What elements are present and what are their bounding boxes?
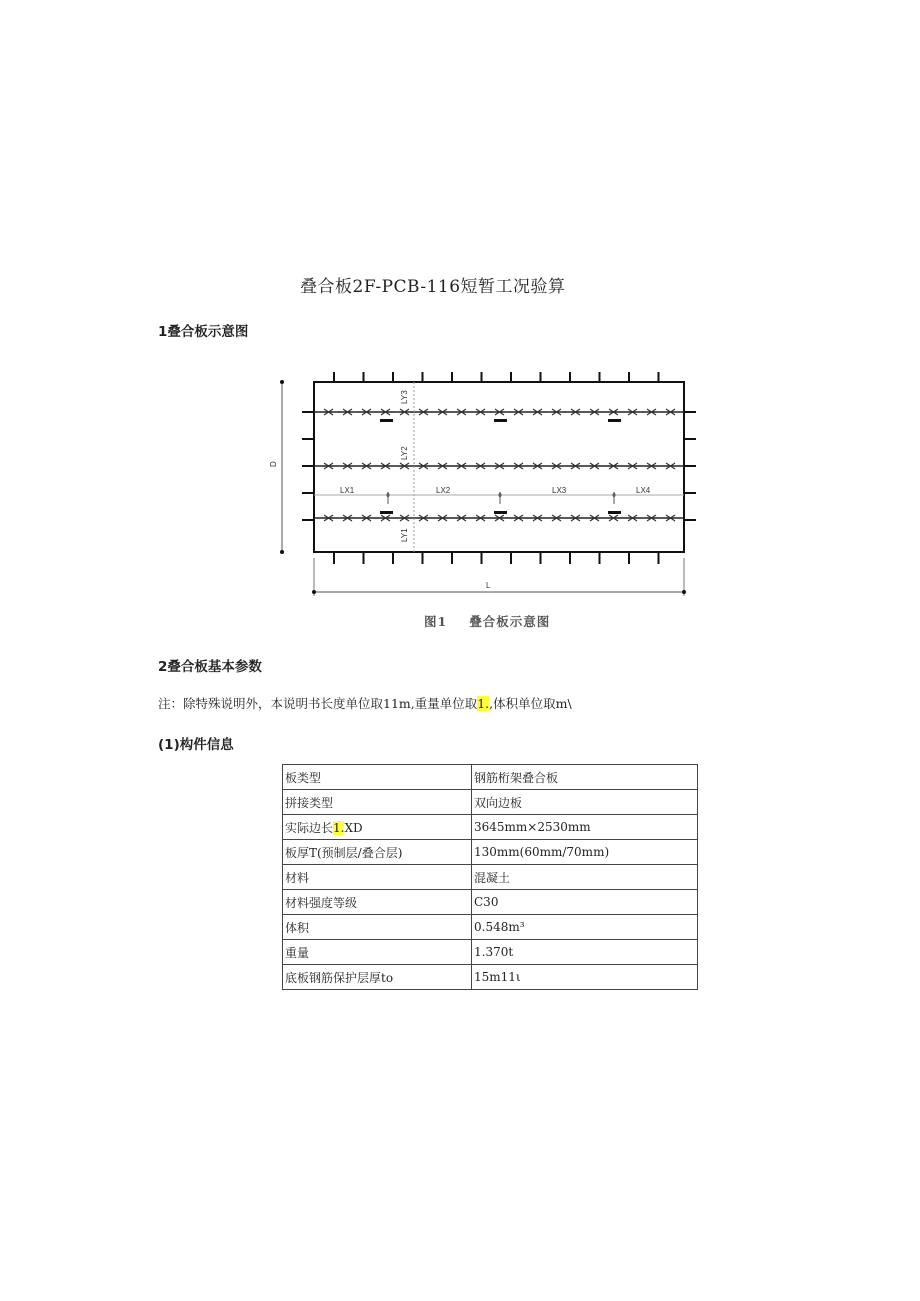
figure-caption-text: 叠合板示意图 [469,614,551,629]
label-ly2: LY2 [400,446,409,460]
figure-caption-number: 图1 [424,614,448,629]
label-lx3: LX3 [552,486,567,495]
table-key-highlight: 1. [333,820,345,835]
table-row [283,765,698,790]
units-note-text-end: ,体积单位取m\ [489,696,572,711]
label-ly3: LY3 [400,390,409,404]
table-row [283,815,698,840]
table-value-cell: 3645mm×2530mm [472,815,698,840]
table-key-cell: 板厚T(预制层/叠合层) [283,840,472,865]
page-title: 叠合板2F-PCB-116短暂工况验算 [300,277,566,297]
slab-diagram [268,368,704,604]
lifting-point-mark [380,419,393,422]
table-key-text: 实际边长 [285,820,334,835]
table-row [283,940,698,965]
table-key-cell: 材料强度等级 [283,890,472,915]
component-info-table [282,764,698,990]
section-heading-diagram: 1叠合板示意图 [158,324,249,340]
table-value-cell: 钢筋桁架叠合板 [472,765,698,790]
table-key-cell: 拼接类型 [283,790,472,815]
table-row [283,890,698,915]
table-row [283,790,698,815]
label-ly1: LY1 [400,528,409,542]
units-note-text: 注：除特殊说明外，本说明书长度单位取11m,重量单位取 [158,696,478,711]
table-value-cell: 1.370t [472,940,698,965]
table-row [283,840,698,865]
table-key-cell: 板类型 [283,765,472,790]
label-lx2: LX2 [436,486,451,495]
label-l: L [486,581,491,590]
lifting-point-mark [494,419,507,422]
table-value-cell: 15m11ι [472,965,698,990]
table-row [283,915,698,940]
lifting-point-mark [608,419,621,422]
label-lx1: LX1 [340,486,355,495]
slab-diagram-svg [268,368,704,604]
table-key-text-end: XD [344,820,363,835]
table-value-cell: 混凝土 [472,865,698,890]
table-key-cell: 底板钢筋保护层厚to [283,965,472,990]
lifting-point-mark [608,511,621,514]
table-key-cell [283,815,472,840]
table-key-cell: 重量 [283,940,472,965]
table-value-cell: 130mm(60mm/70mm) [472,840,698,865]
table-row [283,865,698,890]
section-heading-component-info: (1)构件信息 [158,737,234,753]
table-key-cell: 材料 [283,865,472,890]
units-note [158,694,572,712]
table-value-cell: C30 [472,890,698,915]
label-lx4: LX4 [636,486,651,495]
table-row [283,965,698,990]
figure-caption [424,612,572,630]
units-note-highlight: 1. [477,696,490,711]
label-d: D [269,461,278,467]
section-heading-params: 2叠合板基本参数 [158,659,262,675]
table-value-cell: 双向边板 [472,790,698,815]
table-key-cell: 体积 [283,915,472,940]
lifting-point-mark [494,511,507,514]
lifting-point-mark [380,511,393,514]
table-value-cell: 0.548m³ [472,915,698,940]
